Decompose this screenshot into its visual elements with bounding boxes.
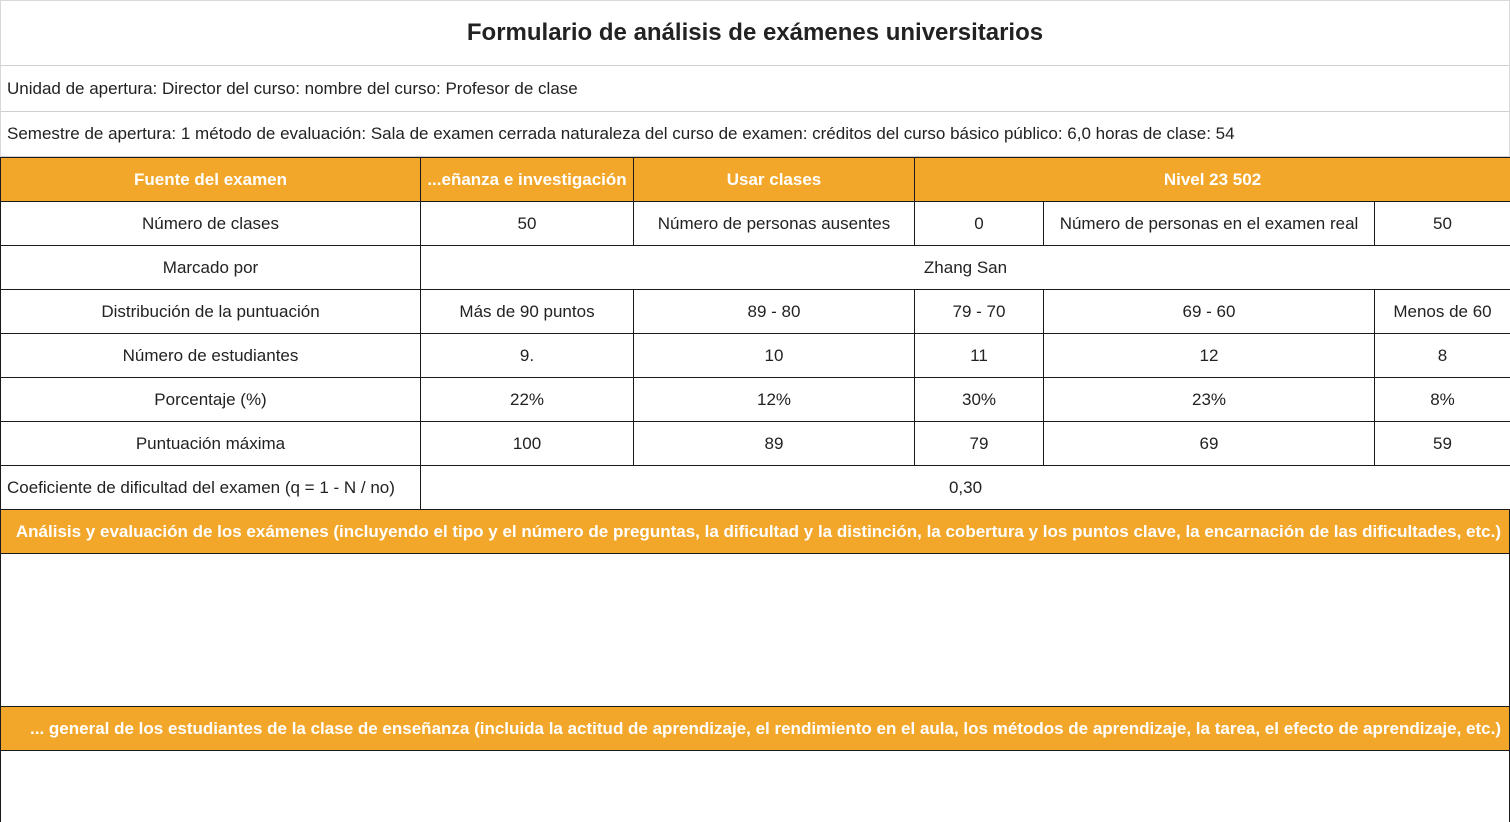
percentage-label: Porcentaje (%) [1, 378, 421, 422]
students-cell[interactable]: 12 [1044, 334, 1375, 378]
percentage-cell[interactable]: 23% [1044, 378, 1375, 422]
analysis-table [0, 157, 1510, 510]
marked-row [1, 246, 1510, 290]
absent-count-value[interactable]: 0 [915, 202, 1044, 246]
info-line-semester: Semestre de apertura: 1 método de evaluación: Sala de examen cerrada naturaleza del curso de examen: créditos del curso básico público: 6,0 horas de clase: 54 [0, 112, 1510, 157]
real-count-value[interactable]: 50 [1375, 202, 1510, 246]
exam-source-value[interactable]: ...eñanza e investigación [421, 158, 634, 202]
range-cell: Más de 90 puntos [421, 290, 634, 334]
classes-used-value[interactable]: Nivel 23 502 [915, 158, 1510, 202]
exam-source-label: Fuente del examen [1, 158, 421, 202]
percentage-cell[interactable]: 22% [421, 378, 634, 422]
difficulty-value[interactable]: 0,30 [421, 466, 1510, 510]
students-section-header: ... general de los estudiantes de la clase de enseñanza (incluida la actitud de aprendizaje, el rendimiento en el aula, los métodos de aprendizaje, la tarea, el efecto de aprendizaje, etc.) [0, 707, 1510, 751]
range-cell: 89 - 80 [634, 290, 915, 334]
max-score-label: Puntuación máxima [1, 422, 421, 466]
students-text-area[interactable] [0, 751, 1510, 822]
header-row [1, 158, 1510, 202]
percentage-cell[interactable]: 8% [1375, 378, 1510, 422]
max-score-row [1, 422, 1510, 466]
max-score-cell[interactable]: 59 [1375, 422, 1510, 466]
analysis-section-header: Análisis y evaluación de los exámenes (incluyendo el tipo y el número de preguntas, la dificultad y la distinción, la cobertura y los puntos clave, la encarnación de las dificultades, etc.) [0, 510, 1510, 554]
distribution-row [1, 290, 1510, 334]
max-score-cell[interactable]: 89 [634, 422, 915, 466]
students-cell[interactable]: 9. [421, 334, 634, 378]
analysis-text-area[interactable] [0, 554, 1510, 707]
difficulty-row [1, 466, 1510, 510]
range-cell: 69 - 60 [1044, 290, 1375, 334]
class-count-value[interactable]: 50 [421, 202, 634, 246]
distribution-label: Distribución de la puntuación [1, 290, 421, 334]
max-score-cell[interactable]: 79 [915, 422, 1044, 466]
percentage-cell[interactable]: 30% [915, 378, 1044, 422]
difficulty-label: Coeficiente de dificultad del examen (q = 1 - N / no) [1, 466, 421, 510]
range-cell: Menos de 60 [1375, 290, 1510, 334]
students-cell[interactable]: 10 [634, 334, 915, 378]
students-row [1, 334, 1510, 378]
marked-by-value[interactable]: Zhang San [421, 246, 1510, 290]
real-count-label: Número de personas en el examen real [1044, 202, 1375, 246]
students-cell[interactable]: 11 [915, 334, 1044, 378]
info-line-unit: Unidad de apertura: Director del curso: nombre del curso: Profesor de clase [0, 66, 1510, 112]
percentage-row [1, 378, 1510, 422]
students-label: Número de estudiantes [1, 334, 421, 378]
marked-by-label: Marcado por [1, 246, 421, 290]
counts-row [1, 202, 1510, 246]
percentage-cell[interactable]: 12% [634, 378, 915, 422]
classes-used-label: Usar clases [634, 158, 915, 202]
absent-count-label: Número de personas ausentes [634, 202, 915, 246]
form-title: Formulario de análisis de exámenes universitarios [0, 0, 1510, 66]
max-score-cell[interactable]: 100 [421, 422, 634, 466]
class-count-label: Número de clases [1, 202, 421, 246]
students-cell[interactable]: 8 [1375, 334, 1510, 378]
max-score-cell[interactable]: 69 [1044, 422, 1375, 466]
range-cell: 79 - 70 [915, 290, 1044, 334]
